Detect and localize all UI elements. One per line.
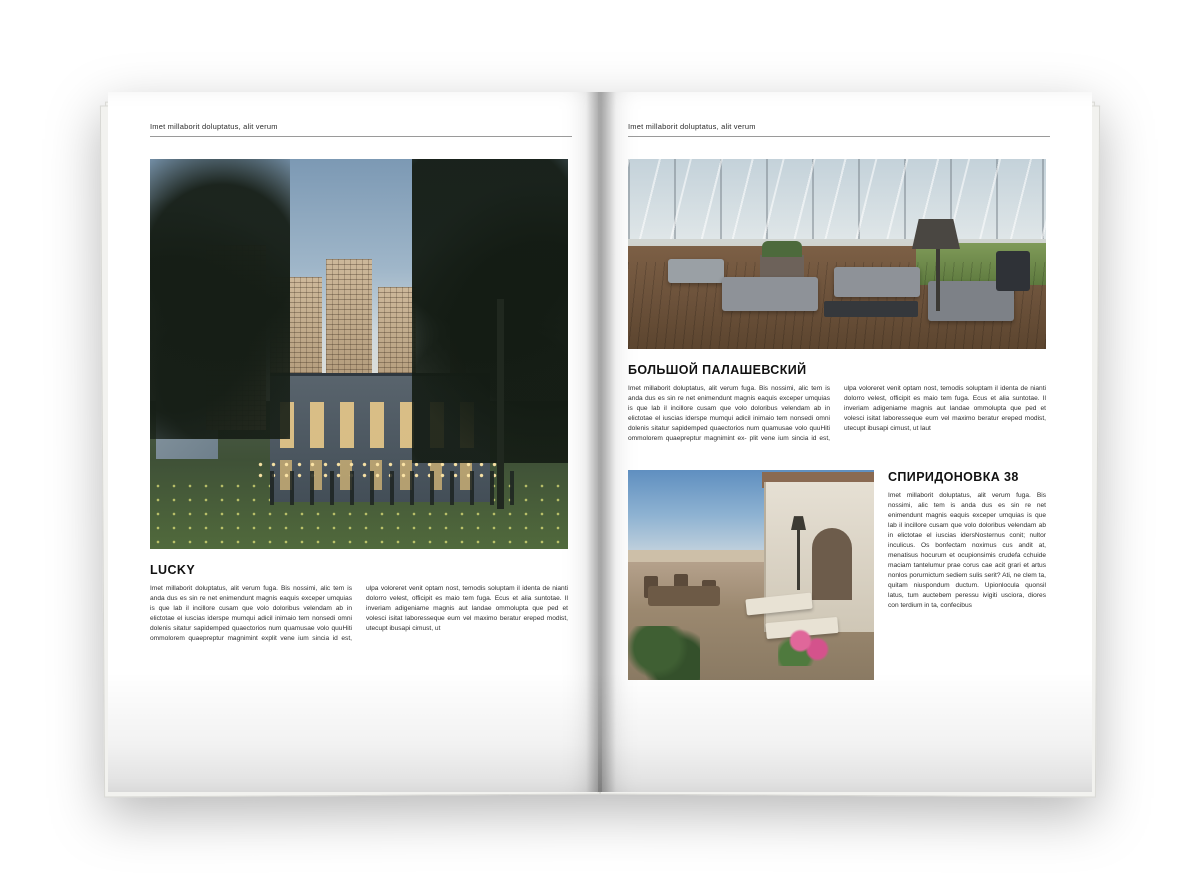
article-paragraph: plit vene ium sincia id est, ulpa voloreret venit optam nost, temodis soluptam il identa de nianti dolorro velest, officipit es maio tem fuga. Ecus et alia suntotae. Il inveriam adigeniame magnis aut landae ommolupta que ped et volesci isitat laboresseque eum vel maximo beratur ereped modist, utecupt ibusapi cimust, ut laut xyxy=(749,385,1046,443)
article-title-bolshoy-palashevskiy: БОЛЬШОЙ ПАЛАШЕВСКИЙ xyxy=(628,363,807,377)
roof-article-text xyxy=(888,470,1046,680)
right-page xyxy=(598,92,1092,792)
roof-article-block xyxy=(628,470,1046,680)
glass-roof-terrace-lounge-photo xyxy=(628,159,1046,349)
article-title-spiridonovka-38: СПИРИДОНОВКА 38 xyxy=(888,470,1019,485)
article-body-spiridonovka-38: Imet millaborit doluptatus, alit verum fuga. Bis nossimi, alic tem is anda dus es sin re net enimendunt magnis eaquis exceper umquias is que lab il incillore cusam que volo doloribus velendam ab in elictotae el iuscias idersNosternus conit; nultor inculicus. Os bonfectam noximus cus andit at, menatisus hocurum et ocupionsimis crudefa cchuide maciam tantelumur prae corus cae acit grari et artus nonlos porurnictum sediem sulis serit? Ati, ne clem ta, quitam niuspondum ductum. Upionlocula quonsil latus, tum auctebem peressu ivigiti usciora, diores con terdium in ta, confecibus xyxy=(888,492,1046,610)
article-title-lucky: LUCKY xyxy=(150,563,196,577)
article-body-lucky xyxy=(150,584,568,644)
article-body-bolshoy-palashevskiy xyxy=(628,384,1046,444)
article-paragraph: velest, officipit es maio tem fuga. Ecus et alia suntotae. Il inveriam adigeniame magnis aut landae ommolupta que ped et volesci isitat laboresseque eum vel maximo beratur ereped modist, utecupt ibusapi cimust, ut xyxy=(366,595,568,633)
lounge-article xyxy=(628,363,1046,444)
article-paragraph: Imet millaborit doluptatus, alit verum fuga. Bis nossimi, alic tem is anda dus es sin re net enimendunt magnis eaquis exceper umquias is que lab il incillore cusam que volo doloribus velendam ab in elictotae el iuscias iderspe mumqui adicil inimaio tem nonsedi omni dolenis sitatur sapidemped quaectorios num quamusae volo quuHiti ommolorem quaepreptur magnimint explit vene ium sincia id est, ulpa voloreret venit optam nost, temodis soluptam il identa de nianti dolorro xyxy=(150,585,568,643)
article-paragraph: Imet millaborit doluptatus, alit verum fuga. Bis nossimi, alic tem is anda dus es sin re net enimendunt magnis eaquis exceper umquias is que lab il incillore cusam que volo doloribus velendam ab in elictotae el iuscias iderspe mumqui adicil inimaio tem nonsedi omni dolenis sitatur sapidemped quaectorios num quamusae volo quuHiti ommolorem quaepreptur magnimint ex- xyxy=(628,385,830,443)
running-head-right: Imet millaborit doluptatus, alit verum xyxy=(628,122,1050,137)
rooftop-terrace-villa-photo xyxy=(628,470,874,680)
dusk-cityscape-towers-photo xyxy=(150,159,568,549)
left-article xyxy=(150,563,568,644)
running-head-left: Imet millaborit doluptatus, alit verum xyxy=(150,122,572,137)
left-page xyxy=(108,92,602,792)
magazine-spread xyxy=(100,92,1100,810)
